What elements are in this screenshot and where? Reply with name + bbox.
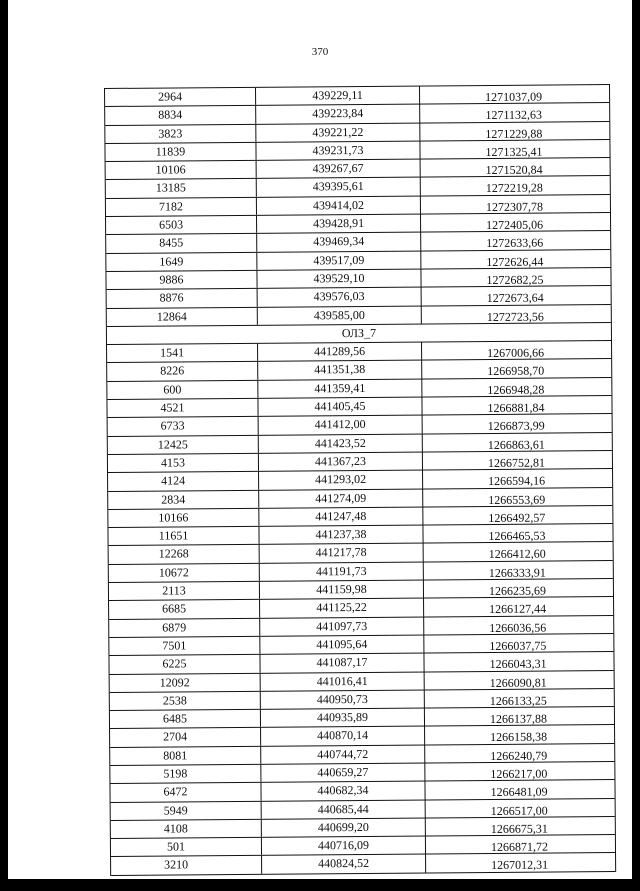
x-coordinate-cell: 439585,00 xyxy=(258,306,422,325)
table-row xyxy=(107,305,611,327)
point-id-cell: 10166 xyxy=(108,509,259,527)
point-id-cell: 2704 xyxy=(110,728,261,746)
coordinates-table xyxy=(104,84,616,876)
x-coordinate-cell: 439231,73 xyxy=(256,141,420,160)
x-coordinate-cell: 440870,14 xyxy=(261,727,425,746)
x-coordinate-cell: 441087,17 xyxy=(260,654,424,673)
x-coordinate-cell: 441274,09 xyxy=(259,489,423,508)
x-coordinate-cell: 440716,09 xyxy=(262,837,426,856)
point-id-cell: 2113 xyxy=(109,582,260,600)
point-id-cell: 13185 xyxy=(106,179,257,197)
y-coordinate-cell: 1266235,69 xyxy=(488,583,547,599)
point-id-cell: 12092 xyxy=(110,673,261,691)
section-header: ОЛЗ_7 xyxy=(107,323,611,345)
point-id-cell: 3210 xyxy=(111,856,262,874)
x-coordinate-cell: 440824,52 xyxy=(262,855,426,874)
x-coordinate-cell: 440744,72 xyxy=(261,745,425,764)
y-coordinate-cell: 1272723,56 xyxy=(486,309,544,324)
y-coordinate-cell: 1266043,31 xyxy=(489,656,547,672)
x-coordinate-cell: 439229,11 xyxy=(256,87,420,106)
x-coordinate-cell: 441293,02 xyxy=(259,471,423,490)
point-id-cell: 8876 xyxy=(107,289,258,307)
x-coordinate-cell: 441125,22 xyxy=(260,599,424,618)
y-coordinate-cell: 1272633,66 xyxy=(486,235,544,251)
y-coordinate-cell: 1272626,44 xyxy=(486,254,544,269)
point-id-cell: 6472 xyxy=(110,783,261,801)
y-coordinate-cell: 1267006,66 xyxy=(487,345,545,361)
y-coordinate-cell: 1266553,69 xyxy=(488,492,546,507)
point-id-cell: 6225 xyxy=(109,655,260,673)
x-coordinate-cell: 439576,03 xyxy=(258,288,422,307)
x-coordinate-cell: 441359,41 xyxy=(258,379,422,398)
y-coordinate-cell: 1272682,25 xyxy=(486,272,544,287)
table-body-bottom xyxy=(107,341,615,876)
x-coordinate-cell: 441367,23 xyxy=(259,452,423,471)
y-coordinate-cell: 1266240,79 xyxy=(490,748,548,763)
point-id-cell: 4521 xyxy=(107,399,258,417)
y-coordinate-cell: 1266127,44 xyxy=(489,601,547,617)
y-coordinate-cell: 1271520,84 xyxy=(485,162,543,178)
y-coordinate-cell: 1266873,99 xyxy=(487,418,545,434)
y-coordinate-cell: 1272405,06 xyxy=(486,217,544,233)
x-coordinate-cell: 439529,10 xyxy=(257,269,421,288)
page-number: 370 xyxy=(311,46,329,58)
point-id-cell: 7501 xyxy=(109,637,260,655)
x-coordinate-cell: 439221,22 xyxy=(256,123,420,142)
x-coordinate-cell: 441289,56 xyxy=(258,343,422,362)
point-id-cell: 8455 xyxy=(106,234,257,252)
x-coordinate-cell: 441351,38 xyxy=(258,361,422,380)
point-id-cell: 6733 xyxy=(108,417,259,435)
point-id-cell: 6485 xyxy=(110,710,261,728)
point-id-cell: 2834 xyxy=(108,490,259,508)
y-coordinate-cell: 1266863,61 xyxy=(487,437,545,452)
y-coordinate-cell: 1266137,88 xyxy=(489,711,548,727)
x-coordinate-cell: 439395,61 xyxy=(257,178,421,197)
x-coordinate-cell: 441412,00 xyxy=(259,416,423,435)
y-coordinate-cell: 1266217,00 xyxy=(490,766,548,781)
x-coordinate-cell: 441237,38 xyxy=(259,526,423,545)
y-coordinate-cell: 1266517,00 xyxy=(490,803,548,818)
x-coordinate-cell: 441159,98 xyxy=(260,581,424,600)
document-page xyxy=(8,0,632,879)
x-coordinate-cell: 439428,91 xyxy=(257,215,421,234)
y-coordinate-cell: 1272219,28 xyxy=(485,181,543,196)
table-body-top xyxy=(105,85,611,327)
x-coordinate-cell: 441217,78 xyxy=(260,544,424,563)
x-coordinate-cell: 439469,34 xyxy=(257,233,421,252)
x-coordinate-cell: 439267,67 xyxy=(257,160,421,179)
point-id-cell: 4153 xyxy=(108,454,259,472)
y-coordinate-cell: 1266090,81 xyxy=(489,675,547,690)
point-id-cell: 1541 xyxy=(107,344,258,362)
x-coordinate-cell: 441016,41 xyxy=(261,672,425,691)
y-coordinate-cell: 1271037,09 xyxy=(485,89,543,105)
point-id-cell: 12864 xyxy=(107,307,258,325)
x-coordinate-cell: 440659,27 xyxy=(261,763,425,782)
y-coordinate-cell: 1271325,41 xyxy=(485,144,543,159)
x-coordinate-cell: 439223,84 xyxy=(256,105,420,124)
y-coordinate-cell: 1266492,57 xyxy=(488,510,546,525)
point-id-cell: 11651 xyxy=(108,527,259,545)
y-coordinate-cell: 1266036,56 xyxy=(489,620,547,635)
y-coordinate-cell: 1266871,72 xyxy=(490,839,549,855)
point-id-cell: 2964 xyxy=(105,88,256,106)
x-coordinate-cell: 441247,48 xyxy=(259,507,423,526)
point-id-cell: 12268 xyxy=(109,545,260,563)
point-id-cell: 5198 xyxy=(110,765,261,783)
y-coordinate-cell: 1272673,64 xyxy=(486,290,544,306)
point-id-cell: 3823 xyxy=(105,124,256,142)
x-coordinate-cell: 440935,89 xyxy=(261,709,425,728)
x-coordinate-cell: 439414,02 xyxy=(257,196,421,215)
y-coordinate-cell: 1266158,38 xyxy=(490,729,548,745)
y-coordinate-cell: 1266958,70 xyxy=(487,364,545,379)
point-id-cell: 8226 xyxy=(107,362,258,380)
x-coordinate-cell: 440699,20 xyxy=(262,818,426,837)
point-id-cell: 8081 xyxy=(110,746,261,764)
point-id-cell: 501 xyxy=(111,838,262,856)
point-id-cell: 6503 xyxy=(106,216,257,234)
y-coordinate-cell: 1266037,75 xyxy=(489,638,547,653)
point-id-cell: 11839 xyxy=(105,143,256,161)
point-id-cell: 600 xyxy=(107,381,258,399)
x-coordinate-cell: 439517,09 xyxy=(257,251,421,270)
x-coordinate-cell: 440950,73 xyxy=(261,690,425,709)
y-coordinate-cell: 1267012,31 xyxy=(491,858,549,873)
x-coordinate-cell: 440682,34 xyxy=(261,782,425,801)
point-id-cell: 6685 xyxy=(109,600,260,618)
y-coordinate-cell: 1271229,88 xyxy=(485,126,543,141)
y-coordinate-cell: 1266481,09 xyxy=(490,784,548,800)
y-coordinate-cell: 1266675,31 xyxy=(490,821,548,836)
y-coordinate-cell: 1266881,84 xyxy=(487,400,545,416)
table-row xyxy=(111,853,615,875)
x-coordinate-cell: 441405,45 xyxy=(258,398,422,417)
point-id-cell: 2538 xyxy=(110,692,261,710)
x-coordinate-cell: 441097,73 xyxy=(260,617,424,636)
x-coordinate-cell: 440685,44 xyxy=(262,800,426,819)
x-coordinate-cell: 441423,52 xyxy=(259,434,423,453)
x-coordinate-cell: 441095,64 xyxy=(260,635,424,654)
y-coordinate-cell: 1266333,91 xyxy=(488,565,546,580)
y-coordinate-cell: 1266133,25 xyxy=(489,693,547,708)
y-coordinate-cell: 1266948,28 xyxy=(487,382,545,397)
point-id-cell: 9886 xyxy=(106,271,257,289)
point-id-cell: 7182 xyxy=(106,198,257,216)
y-coordinate-cell: 1266465,53 xyxy=(488,528,546,544)
point-id-cell: 4124 xyxy=(108,472,259,490)
y-coordinate-cell: 1266594,16 xyxy=(488,473,546,489)
point-id-cell: 1649 xyxy=(106,252,257,270)
y-coordinate-cell: 1266412,60 xyxy=(488,546,546,562)
x-coordinate-cell: 441191,73 xyxy=(260,562,424,581)
y-coordinate-cell: 1272307,78 xyxy=(485,199,543,214)
point-id-cell: 12425 xyxy=(108,435,259,453)
y-coordinate-cell: 1271132,63 xyxy=(485,107,543,123)
point-id-cell: 10106 xyxy=(106,161,257,179)
point-id-cell: 5949 xyxy=(111,801,262,819)
point-id-cell: 4108 xyxy=(111,820,262,838)
y-coordinate-cell: 1266752,81 xyxy=(487,455,546,470)
point-id-cell: 10672 xyxy=(109,564,260,582)
point-id-cell: 8834 xyxy=(105,106,256,124)
point-id-cell: 6879 xyxy=(109,618,260,636)
